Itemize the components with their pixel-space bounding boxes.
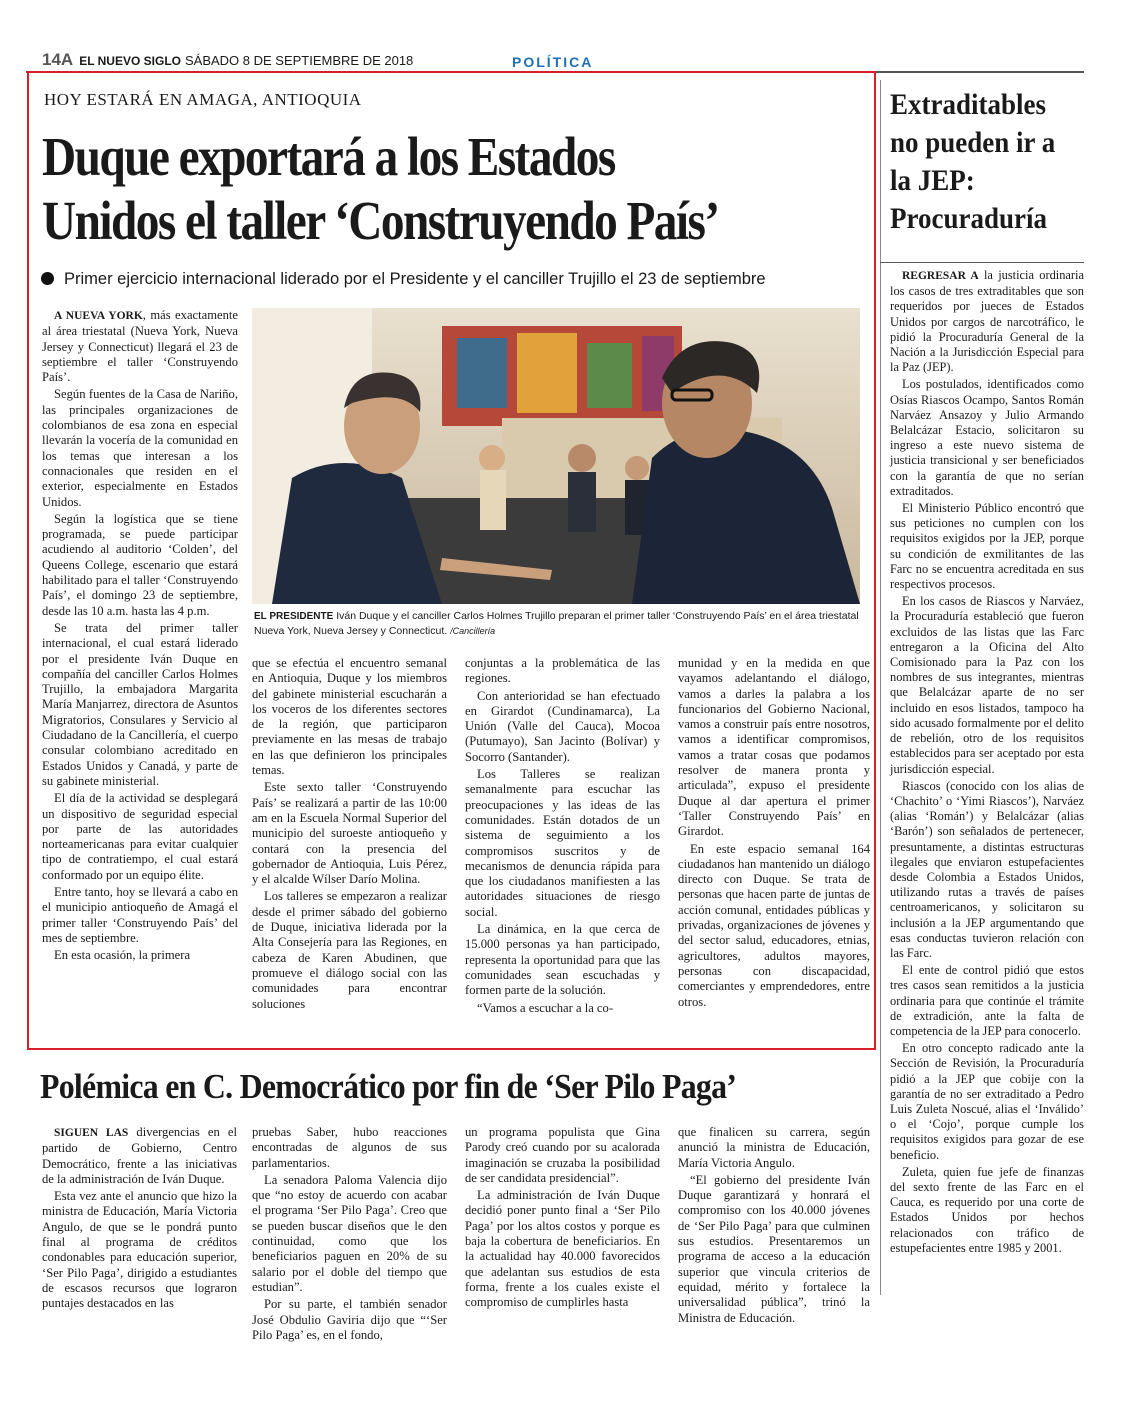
paragraph: Con anterioridad se han efectuado en Girardot (Cundinamarca), La Unión (Valle del Cauca), Mocoa (Putumayo), San Jacinto (Bolívar) y Socorro (Santander). [465,688,660,764]
side-article-headline: Extraditables no pueden ir a la JEP: Procuraduría [890,88,1056,235]
paragraph: Riascos (conocido con los alias de ‘Chachito’ o ‘Yimi Riascos’), Narváez (alias ‘Román’) y Belalcázar (alias ‘Barón’) son señalados de pertenecer, presuntamente, a distintas estructuras ilegales que enviaron estupefacientes desde Colombia a Estados Unidos, utilizando rutas a través de países centroamericanos, y solicitaron su inclusión a la JEP argumentando que esas conductas tuvieron relación con las Farc. [890,778,1084,960]
paragraph: munidad y en la medida en que vayamos adelantando el diálogo, vamos a darles la palabra a los funcionarios del Gobierno Nacional, vamos a construir país entre nosotros, vamos a identificar compromisos, vamos a tratar cosas que podamos resolver de manera pronta y articulada”, expuso el presidente Duque al dar apertura el primer ‘Taller Construyendo País’ en Girardot. [678,656,870,839]
edition-date: SÁBADO 8 DE SEPTIEMBRE DE 2018 [184,53,414,68]
caption-lead: EL PRESIDENTE [254,611,334,622]
paragraph: conjuntas a la problemática de las regiones. [465,656,660,686]
lead-in: SIGUEN LAS [54,1127,129,1139]
paragraph: Los talleres se empezaron a realizar desde el primer sábado del gobierno de Duque, iniciativa liderada por la Alta Consejería para las Regiones, en cabeza de Karen Abudinen, que promueve el diálogo social con las comunidades para encontrar soluciones [252,889,447,1011]
paragraph: Esta vez ante el anuncio que hizo la ministra de Educación, María Victoria Angulo, de que se le pondrá punto final al programa de créditos condonables para educación superior, ‘Ser Pilo Paga’, dirigido a estudiantes de escasos recursos que lograron puntajes destacados en las [42,1189,237,1311]
paragraph: Zuleta, quien fue jefe de finanzas del sexto frente de las Farc en el Cauca, es requerido por una corte de Estados Unidos por hechos relacionados con tráfico de estupefacientes entre 1985 y 2001. [890,1164,1084,1255]
paragraph: Entre tanto, hoy se llevará a cabo en el municipio antioqueño de Amagá el primer taller ‘Construyendo País’ del mes de septiembre. [42,884,238,945]
paragraph: En otro concepto radicado ante la Sección de Revisión, la Procuraduría pidió a la JEP que cobije con la garantía de no ser extraditado a Pedro Luis Zuleta Noscué, alias el ‘Inválido’ o el ‘Cojo’, porque cumple los requisitos exigidos para gozar de ese beneficio. [890,1041,1084,1162]
paragraph: Por su parte, el también senador José Obdulio Gaviria dijo que “‘Ser Pilo Paga’ es, en el fondo, [252,1297,447,1342]
deck-text: Primer ejercicio internacional liderado por el Presidente y el canciller Trujillo el 23 de septiembre [64,270,766,288]
photo-credit: /Cancillería [450,626,496,636]
paragraph: Se trata del primer taller internacional, el cual estará liderado por el presidente Iván Duque en compañía del canciller Carlos Holmes Trujillo, la embajadora Margarita María Manjarrez, directora de Asuntos Migratorios, Consulares y Servicio al Ciudadano de la Cancillería, el cuerpo consular colombiano acreditado en Estados Unidos y Canadá, y parte de su gabinete ministerial. [42,620,238,788]
article-photo [252,308,860,604]
paragraph: “El gobierno del presidente Iván Duque garantizará y honrará el compromiso con los 40.000 jóvenes de ‘Ser Pilo Paga’ para que culminen sus estudios. Presentaremos un programa de acceso a la educación superior que vincula criterios de equidad, mérito y fortalece la universalidad pública”, trinó la Ministra de Educación. [678,1172,870,1325]
paragraph: Según fuentes de la Casa de Nariño, las principales organizaciones de colombianos de esa zona en especial llevarán la vocería de la comunidad en los temas que interesan a los connacionales que residen en el exterior, especialmente en Estados Unidos. [42,387,238,509]
paragraph: Este sexto taller ‘Construyendo País’ se realizará a partir de las 10:00 am en la Escuela Normal Superior del municipio del suroeste antioqueño y contará con la presencia del gobernador de Antioquia, Luis Pérez, y el alcalde Wílser Darío Molina. [252,780,447,887]
paragraph: La administración de Iván Duque decidió poner punto final a ‘Ser Pilo Paga’ por los altos costos y porque es baja la cobertura de beneficiarios. En la actualidad hay 40.000 favorecidos que adelantan sus estudios de esta forma, frente a los cuales existe el compromiso de cumplirles hasta [465,1188,660,1310]
paragraph: que finalicen su carrera, según anunció la ministra de Educación, María Victoria Angulo. [678,1125,870,1170]
side-headline-rule [880,262,1084,263]
bottom-article-column-1 [42,1125,237,1314]
page-number: 14A [42,50,74,69]
main-article-column-4 [678,656,870,1012]
paragraph: Según la logística que se tiene programada, se puede participar acudiendo al auditorio ‘Colden’, del Queens College, escenario que estará habilitado para el taller ‘Construyendo País’, el domingo 23 de septiembre, desde las 10 a.m. hasta las 4 p.m. [42,511,238,618]
bottom-article-column-3 [465,1125,660,1313]
paragraph: En los casos de Riascos y Narváez, la Procuraduría estableció que fueron excluidos de las listas que las Farc entregaron a la Oficina del Alto Comisionado para la Paz con los nombres de sus integrantes, mientras que Belalcázar aparte de no ser incluido en esos listados, tampoco ha sido acusado formalmente por el delito de rebelión, otro de los requisitos establecidos para ser aceptado por esta jurisdicción especial. [890,594,1084,776]
bullet-icon [41,272,54,285]
paragraph: El ente de control pidió que estos tres casos sean remitidos a la justicia ordinaria para que continúe el trámite de extradición, ante la falta de competencia de la JEP para conocerlo. [890,963,1084,1038]
paragraph: Los postulados, identificados como Osías Riascos Ocampo, Santos Román Narváez Ansazoy y Julio Armando Belalcázar Estacio, solicitaron su ingreso a este nuevo sistema de justicia transicional y ser beneficiados con la garantía de que no serían extraditados. [890,377,1084,498]
main-article-column-3 [465,656,660,1018]
headline-line-1: Duque exportará a los Estados [42,126,615,187]
lead-in: REGRESAR A [902,270,979,282]
paragraph: La dinámica, en la que cerca de 15.000 personas ya han participado, representa la oportunidad para que las comunidades sean escuchadas y formen parte de la solución. [465,922,660,998]
folio [42,50,413,70]
bottom-article-column-2 [252,1125,447,1345]
newspaper-name: EL NUEVO SIGLO [79,54,181,68]
paragraph: En este espacio semanal 164 ciudadanos han mantenido un diálogo directo con Duque. Se trata de personas que hacen parte de juntas de acción comunal, entidades públicas y privadas, organizaciones de jóvenes y del sector salud, educadores, etnias, agricultores, adultos mayores, personas con discapacidad, comerciantes y emprendedores, entre otros. [678,841,870,1009]
section-label: POLÍTICA [512,54,594,70]
main-article-column-2 [252,656,447,1014]
paragraph: que se efectúa el encuentro semanal en Antioquia, Duque y los miembros del gabinete ministerial escucharán a los voceros de los diferentes sectores de la región, que participaron previamente en las mesas de trabajo en las que definieron los principales temas. [252,656,447,778]
bottom-article-headline: Polémica en C. Democrático por fin de ‘Ser Pilo Paga’ [40,1067,737,1106]
article-deck [41,270,871,289]
paragraph: A NUEVA YORK, más exactamente al área triestatal (Nueva York, Nueva Jersey y Connecticut) llegará el 23 de septiembre el taller ‘Construyendo País’. [42,308,238,385]
article-headline [42,125,756,253]
paragraph: El día de la actividad se desplegará un dispositivo de seguridad especial por parte de las autoridades norteamericanas para evitar cualquier tipo de contratiempo, el cual estará conformado por un equipo élite. [42,791,238,882]
article-kicker: HOY ESTARÁ EN AMAGA, ANTIOQUIA [44,90,362,109]
lead-in: A NUEVA YORK [54,310,143,322]
paragraph: “Vamos a escuchar a la co- [477,1000,614,1015]
paragraph: SIGUEN LAS divergencias en el partido de Gobierno, Centro Democrático, frente a las iniciativas de la administración de Iván Duque. [42,1125,237,1186]
bottom-article-column-4 [678,1125,870,1328]
headline-line-2: Unidos el taller ‘Construyendo País’ [42,190,719,251]
paragraph: un programa populista que Gina Parody creó cuando por su acalorada imaginación se cruzaba la posibilidad de ser candidata presidencial”. [465,1125,660,1185]
paragraph: pruebas Saber, hubo reacciones encontradas de algunos de sus parlamentarios. [252,1125,447,1170]
paragraph: REGRESAR A la justicia ordinaria los casos de tres extraditables que son requeridos por jueces de Estados Unidos por cargos de narcotráfico, le pidió la Procuraduría General de la Nación a la Jurisdicción Especial para la Paz (JEP). [890,268,1084,375]
side-article-body [890,268,1084,1258]
photo-illustration [252,308,860,604]
paragraph: En esta ocasión, la primera [54,948,191,963]
main-article-column-1 [42,308,238,965]
paragraph: La senadora Paloma Valencia dijo que “no estoy de acuerdo con acabar el programa ‘Ser Pilo Paga’. Creo que se pueden buscar diseños que le den continuidad, como que los beneficiarios paguen en 20% de su salario por el doble del tiempo que estudian”. [252,1172,447,1294]
paragraph: El Ministerio Público encontró que sus peticiones no cumplen con los requisitos exigidos por la JEP, porque su condición de exmilitantes de las Farc no se encuentra acreditada en sus respectivos procesos. [890,501,1084,592]
paragraph: Los Talleres se realizan semanalmente para escuchar las preocupaciones y las ideas de las comunidades. Están dotados de un sistema de seguimiento a los compromisos suscritos y de mecanismos de denuncia rápida para que los ciudadanos manifiesten a las autoridades situaciones de riesgo social. [465,767,660,919]
photo-caption: EL PRESIDENTE Iván Duque y el canciller Carlos Holmes Trujillo preparan el primer taller ‘Construyendo País’ en el área triestatal Nueva York, Nueva Jersey y Connecticut. /Cancillería [254,610,859,637]
